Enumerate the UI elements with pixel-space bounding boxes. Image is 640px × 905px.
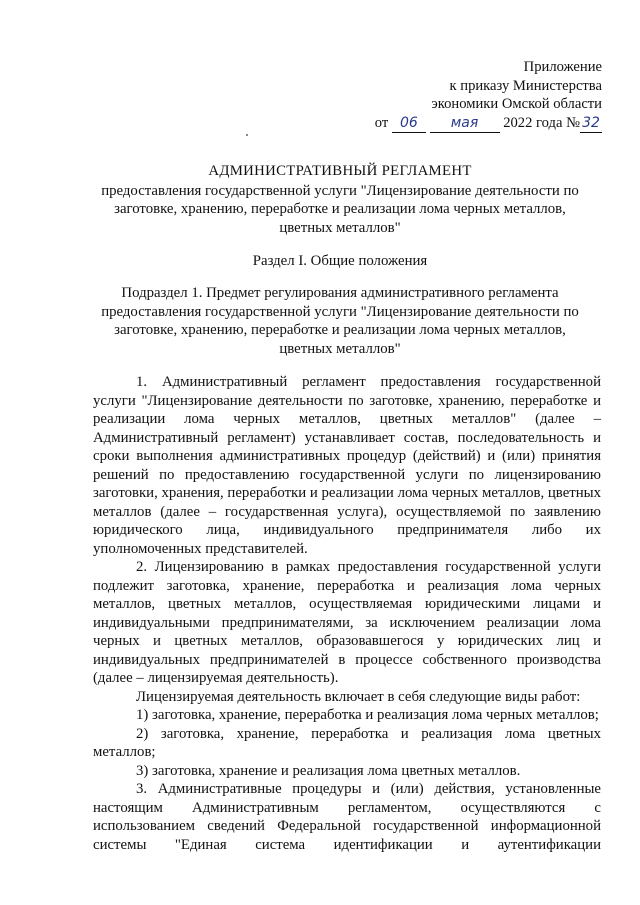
paragraph-2: 2. Лицензированию в рамках предоставления государственной услуги подлежит заготовка, хранение, переработка и реализация лома черных металлов, цветных металлов, осуществляемая юридическими лицами и индивидуальными предпринимателями, за исключением реализации лома черных и цветных металлов, образовавшегося у юридических лиц и индивидуальных предпринимателей в процессе собственного производства (далее – лицензируемая деятельность). bbox=[93, 559, 601, 686]
order-date-line bbox=[375, 114, 602, 134]
paragraph-1: 1. Административный регламент предоставления государственной услуги "Лицензирование деятельности по заготовке, хранению, переработке и реализации лома черных металлов, цветных металлов" (далее – Административный регламент) устанавливает состав, последовательность и сроки выполнения административных процедур (действий) и (или) принятия решений по предоставлению государственной услуги по лицензированию заготовки, хранения, переработки и реализации лома черных металлов, цветных металлов (далее – государственная услуга), осуществляемой по заявлению юридического лица, индивидуального предпринимателя либо их уполномоченных представителей. bbox=[93, 374, 601, 557]
month-field bbox=[430, 114, 500, 134]
list-item-3: 3) заготовка, хранение и реализация лома цветных металлов. bbox=[136, 762, 521, 779]
number-field bbox=[580, 114, 602, 134]
document-title bbox=[90, 162, 590, 237]
subsection-heading: Подраздел 1. Предмет регулирования административного регламента предоставления государственной услуги "Лицензирование деятельности по заготовке, хранению, переработке и реализации лома черных металлов, цветных металлов" bbox=[101, 285, 579, 357]
scan-speck bbox=[246, 134, 248, 136]
paragraph-3: Лицензируемая деятельность включает в себя следующие виды работ: bbox=[136, 688, 581, 705]
title-main: АДМИНИСТРАТИВНЫЙ РЕГЛАМЕНТ bbox=[208, 163, 472, 179]
month-handwritten: мая bbox=[450, 114, 479, 131]
number-handwritten: 32 bbox=[582, 114, 600, 131]
order-reference: к приказу Министерства bbox=[449, 77, 602, 94]
annex-header bbox=[375, 58, 602, 133]
year-text: 2022 года № bbox=[503, 114, 580, 131]
section-heading: Раздел I. Общие положения bbox=[252, 253, 428, 269]
list-item-2: 2) заготовка, хранение, переработка и реализация лома цветных металлов; bbox=[93, 725, 601, 760]
day-field bbox=[392, 114, 426, 134]
date-prefix: от bbox=[374, 114, 389, 131]
title-subtitle: предоставления государственной услуги "Лицензирование деятельности по заготовке, хранению, переработке и реализации лома черных металлов, цветных металлов" bbox=[101, 182, 579, 236]
list-item-1: 1) заготовка, хранение, переработка и реализация лома черных металлов; bbox=[136, 707, 599, 723]
ministry-name: экономики Омской области bbox=[431, 96, 602, 112]
annex-label: Приложение bbox=[523, 59, 602, 75]
day-handwritten: 06 bbox=[399, 114, 418, 131]
document-body bbox=[93, 373, 601, 854]
paragraph-4: 3. Административные процедуры и (или) действия, установленные настоящим Административным регламентом, осуществляются с использованием сведений Федеральной государственной информационной системы "Единая система идентификации и аутентификации bbox=[93, 781, 601, 853]
